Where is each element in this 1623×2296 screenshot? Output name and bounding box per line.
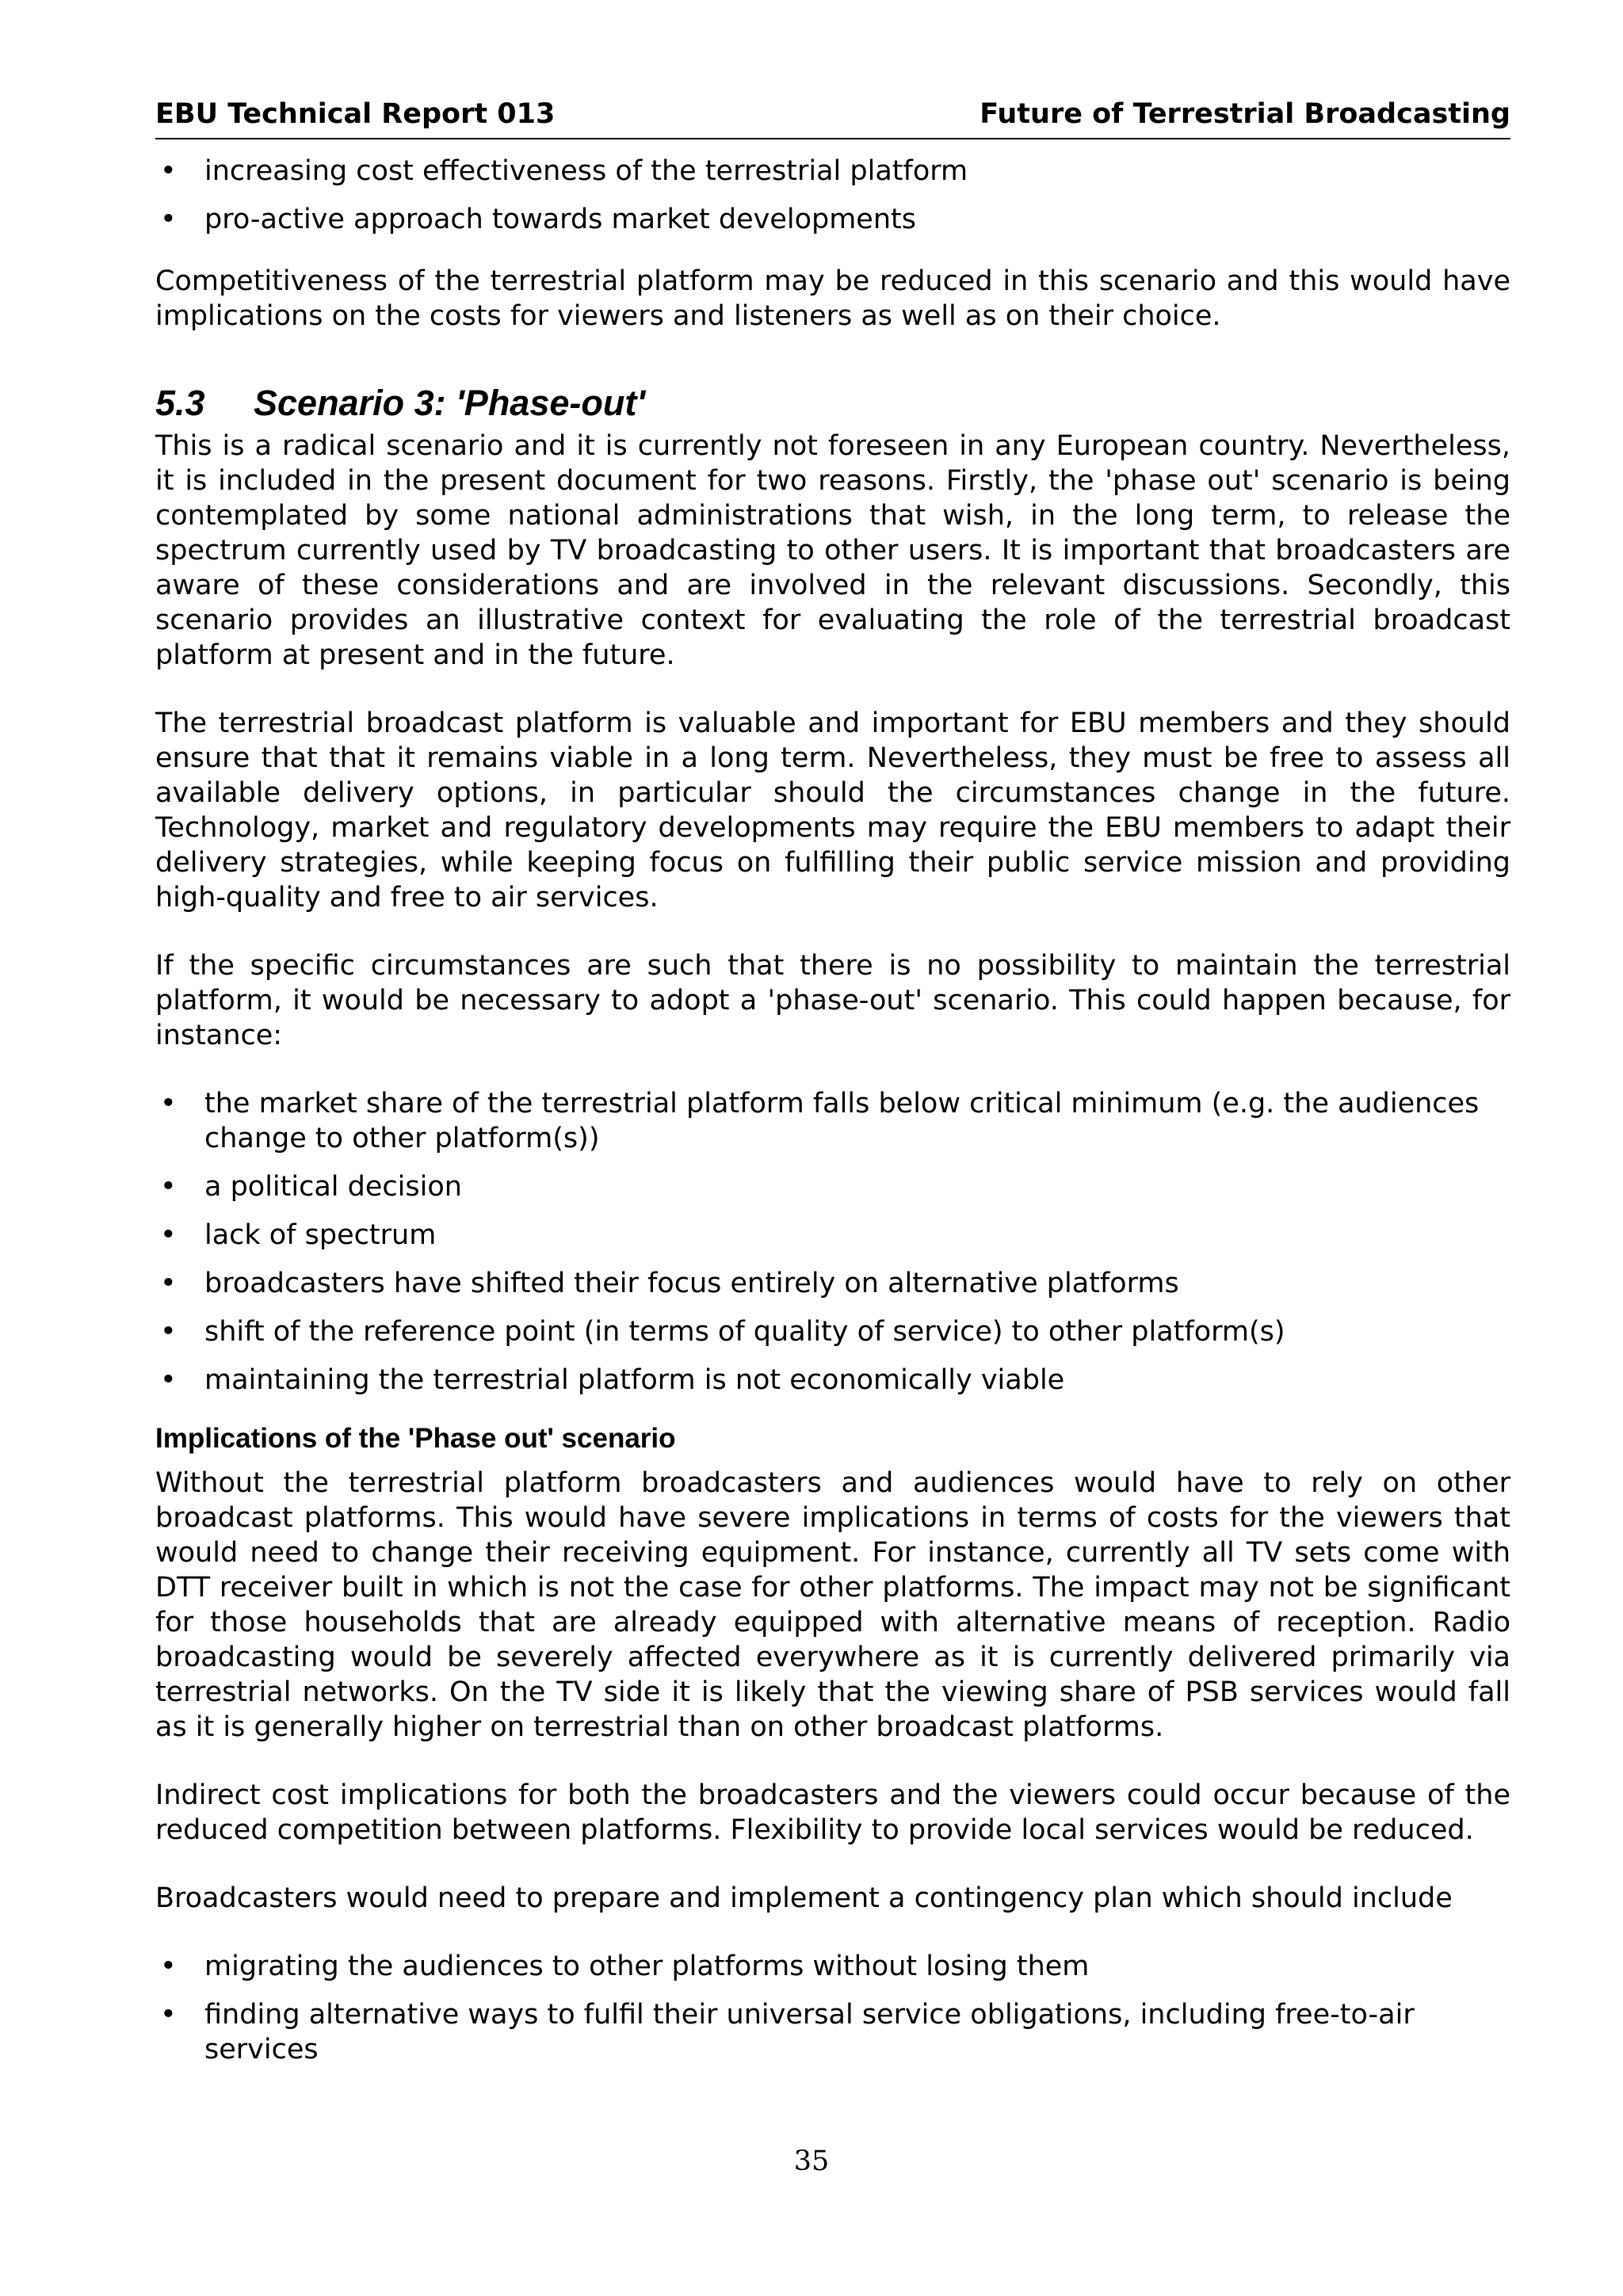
bullet-icon: • bbox=[160, 1999, 177, 2031]
list-item: • the market share of the terrestrial platform falls below critical minimum (e.g. the audiences change to other platform(s)) bbox=[160, 1088, 1480, 1154]
contingency-bullet-list bbox=[155, 1949, 1510, 2067]
list-item: • shift of the reference point (in terms of quality of service) to other platform(s) bbox=[160, 1316, 1285, 1348]
list-item: • a political decision bbox=[160, 1171, 462, 1203]
bullet-icon: • bbox=[160, 1364, 177, 1396]
bullet-icon: • bbox=[160, 155, 177, 187]
bullet-icon: • bbox=[160, 1088, 177, 1119]
paragraph: Broadcasters would need to prepare and implement a contingency plan which should include bbox=[155, 1882, 1453, 1914]
intro-paragraph: Competitiveness of the terrestrial platform may be reduced in this scenario and this would have implications on the costs for viewers and listeners as well as on their choice. bbox=[155, 265, 1510, 332]
list-item: • finding alternative ways to fulfil their universal service obligations, including free-to-air services bbox=[160, 1999, 1415, 2065]
running-header bbox=[155, 93, 1510, 139]
paragraph: This is a radical scenario and it is currently not foreseen in any European country. Nevertheless, it is included in the present document for two reasons. Firstly, the 'phase out' scenario is being contemplated by some national administrations that wish, in the long term, to release the spectrum currently used by TV broadcasting to other users. It is important that broadcasters are aware of these considerations and are involved in the relevant discussions. Secondly, this scenario provides an illustrative context for evaluating the role of the terrestrial broadcast platform at present and in the future. bbox=[155, 430, 1510, 671]
intro-bullet-list bbox=[155, 154, 1510, 237]
paragraph: The terrestrial broadcast platform is valuable and important for EBU members and they should ensure that that it remains viable in a long term. Nevertheless, they must be free to assess all available delivery options, in particular should the circumstances change in the future. Technology, market and regulatory developments may require the EBU members to adapt their delivery strategies, while keeping focus on fulfilling their public service mission and providing high-quality and free to air services. bbox=[155, 707, 1510, 913]
page-number: 35 bbox=[793, 2145, 830, 2177]
bullet-icon: • bbox=[160, 1219, 177, 1251]
bullet-icon: • bbox=[160, 1316, 177, 1348]
list-item: • lack of spectrum bbox=[160, 1219, 437, 1251]
section-title: Scenario 3: 'Phase-out' bbox=[254, 383, 646, 423]
section-heading bbox=[155, 381, 1510, 425]
paragraph: Without the terrestrial platform broadcasters and audiences would have to rely on other broadcast platforms. This would have severe implications in terms of costs for the viewers that would need to change their receiving equipment. For instance, currently all TV sets come with DTT receiver built in which is not the case for other platforms. The impact may not be significant for those households that are already equipped with alternative means of reception. Radio broadcasting would be severely affected everywhere as it is currently delivered primarily via terrestrial networks. On the TV side it is likely that the viewing share of PSB services would fall as it is generally higher on terrestrial than on other broadcast platforms. bbox=[155, 1467, 1510, 1743]
reasons-bullet-list bbox=[155, 1086, 1510, 1398]
bullet-icon: • bbox=[160, 204, 177, 235]
page-content bbox=[155, 93, 1510, 2081]
list-item: • broadcasters have shifted their focus entirely on alternative platforms bbox=[160, 1268, 1179, 1299]
paragraph: If the specific circumstances are such that there is no possibility to maintain the terrestrial platform, it would be necessary to adopt a 'phase-out' scenario. This could happen because, for instance: bbox=[155, 950, 1510, 1051]
paragraph: Indirect cost implications for both the broadcasters and the viewers could occur because of the reduced competition between platforms. Flexibility to provide local services would be reduced. bbox=[155, 1779, 1510, 1846]
header-report-title: EBU Technical Report 013 bbox=[155, 98, 556, 130]
list-item: • maintaining the terrestrial platform is not economically viable bbox=[160, 1364, 1065, 1396]
section-number: 5.3 bbox=[155, 383, 205, 423]
bullet-icon: • bbox=[160, 1951, 177, 1982]
list-item: • migrating the audiences to other platforms without losing them bbox=[160, 1951, 1090, 1982]
list-item: • pro-active approach towards market developments bbox=[160, 204, 916, 235]
bullet-icon: • bbox=[160, 1171, 177, 1203]
list-item: • increasing cost effectiveness of the terrestrial platform bbox=[160, 155, 968, 187]
bullet-icon: • bbox=[160, 1268, 177, 1299]
implications-heading: Implications of the 'Phase out' scenario bbox=[155, 1423, 676, 1454]
header-document-title: Future of Terrestrial Broadcasting bbox=[980, 98, 1510, 130]
